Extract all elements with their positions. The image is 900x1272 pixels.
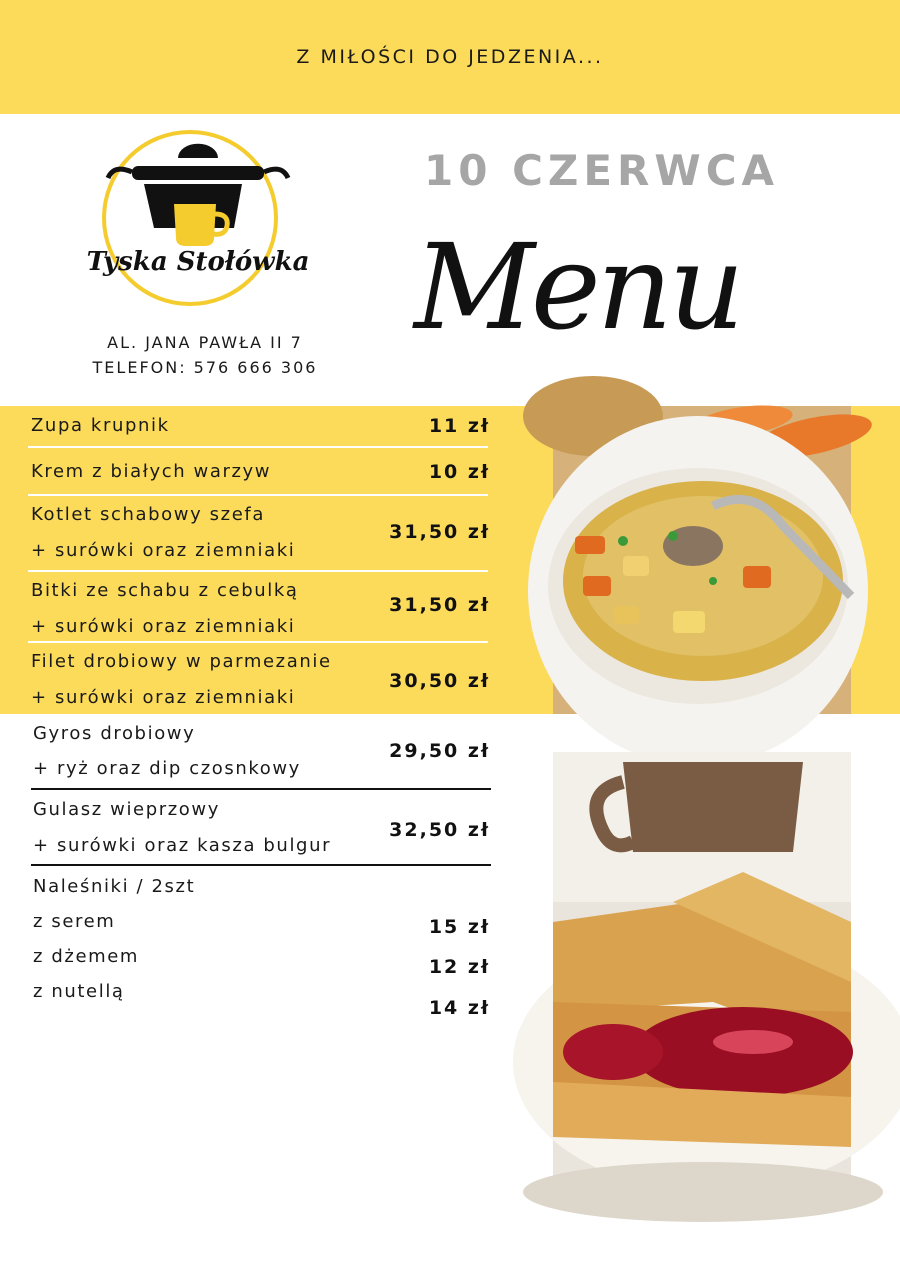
menu-script-title [414,198,741,378]
item-price: 30,50 zł [389,670,490,692]
item-side: + surówki oraz kasza bulgur [33,835,332,856]
item-price: 29,50 zł [389,740,490,762]
pot-lid-knob-icon [178,144,218,158]
item-name: Bitki ze schabu z cebulką [31,580,299,601]
contact-info [60,330,350,380]
option-name: z serem [33,911,116,932]
item-side: + surówki oraz ziemniaki [31,687,296,708]
top-banner [0,0,900,114]
item-price: 10 zł [428,461,490,483]
item-name: Kotlet schabowy szefa [31,504,265,525]
option-price: 14 zł [428,997,490,1019]
cup-icon [174,204,216,246]
pot-lid-icon [132,166,264,180]
divider [28,570,488,572]
item-name: Zupa krupnik [31,415,170,436]
option-price: 15 zł [428,916,490,938]
divider [28,494,488,496]
item-name: Filet drobiowy w parmezanie [31,651,332,672]
option-name: z dżemem [33,946,140,967]
divider [31,788,491,790]
option-name: z nutellą [33,981,125,1002]
item-name: Gulasz wieprzowy [33,799,220,820]
pancakes-with-jam-photo [553,752,851,1208]
address: AL. JANA PAWŁA II 7 [107,333,303,352]
phone: TELEFON: 576 666 306 [92,358,318,377]
restaurant-logo [86,128,322,308]
soup-bowl-photo [553,406,851,714]
menu-title: Menu [414,218,741,356]
divider [28,641,488,643]
pancakes-title: Naleśniki / 2szt [33,876,196,897]
item-price: 31,50 zł [389,521,490,543]
tagline: Z MIŁOŚCI DO JEDZENIA... [296,46,604,68]
item-name: Krem z białych warzyw [31,461,272,482]
item-price: 31,50 zł [389,594,490,616]
item-side: + surówki oraz ziemniaki [31,616,296,637]
divider [31,864,491,866]
menu-date: 10 CZERWCA [424,146,780,195]
item-side: + ryż oraz dip czosnkowy [33,758,301,779]
item-price: 32,50 zł [389,819,490,841]
item-name: Gyros drobiowy [33,723,196,744]
brand-name: Tyska Stołówka [86,247,310,277]
divider [28,446,488,448]
item-price: 11 zł [428,415,490,437]
option-price: 12 zł [428,956,490,978]
item-side: + surówki oraz ziemniaki [31,540,296,561]
